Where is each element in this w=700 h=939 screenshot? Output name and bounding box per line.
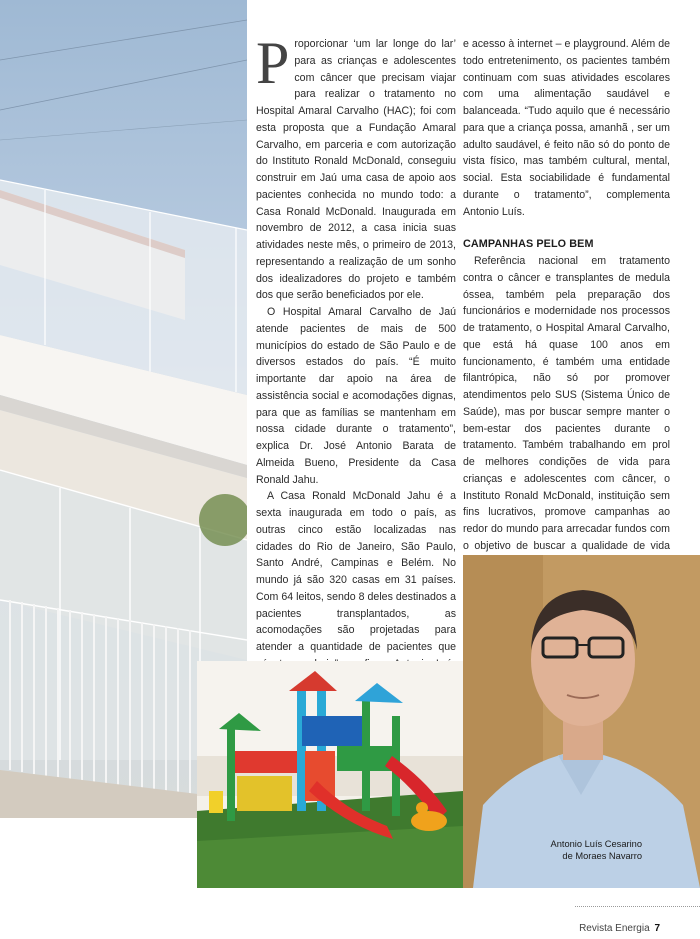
magazine-name: Revista Energia — [579, 923, 650, 934]
playground-photo — [197, 661, 463, 888]
photo-caption-line: Antonio Luís Cesarino — [550, 839, 642, 849]
footer-rule — [575, 906, 700, 908]
article-column-2 — [463, 36, 670, 622]
article-paragraph: e acesso à internet – e playground. Além de todo entretenimento, os pacientes também continuam com suas atividades escolares com uma alimentação saudável e balanceada. “Tudo aquilo que é necessário para que a criança possa, amanhã , ser um adulto saudável, é feito não só do ponto de vista físico, mas também cultural, mental, social. Esta sociabilidade é fundamental durante o tratamento”, complementa Antonio Luís. — [463, 38, 670, 218]
section-heading: CAMPANHAS PELO BEM — [463, 238, 594, 251]
photo-caption — [522, 838, 642, 862]
article-paragraph: O Hospital Amaral Carvalho de Jaú atende pacientes de mais de 500 municípios do estado de São Paulo e de diversos estados do país. “É muito importante dar apoio na área de assistência social e acomodações dignas, para que as famílias se mantenham em nossa cidade durante o tratamento”, explica Dr. José Antonio Barata de Almeida Bueno, Presidente da Casa Ronald Jahu. — [256, 306, 456, 486]
article-paragraph — [256, 30, 456, 304]
photo-caption-line: de Moraes Navarro — [562, 851, 642, 861]
drop-cap: P — [256, 30, 290, 96]
article-paragraph: A Casa Ronald McDonald Jahu é a sexta inaugurada em todo o país, as outras cinco estão localizadas nas cidades do Rio de Janeiro, São Paulo, Santo André, Campinas e Belém. No mundo já são 320 casas em 31 países. Com 64 leitos, sendo 8 deles destinados a pacientes transplantados, as acomodações são projetadas para atender a quantidade de pacientes que — [256, 490, 456, 653]
page-footer — [579, 923, 660, 934]
page-number: 7 — [654, 923, 660, 934]
article-paragraph-text: roporcionar ‘um lar longe do lar’ para as crianças e adolescentes com câncer que precisam viajar para realizar o tratamento no Hospital Amaral Carvalho (HAC); foi com esta proposta que a Fundação Amaral Carvalho, em parceria e com autorização do Instituto Ronald McDonald, conseguiu construir em Jaú uma casa de apoio aos pacientes conhecida no mundo todo: a Casa Ronald McDonald. Inaugurada em novembro de 2012, a casa inicia suas atividades neste mês, o primeiro de 2013, representando a realização de um sonho dos idealizadores do projeto e também dos que serão beneficiados por ele. — [256, 38, 456, 302]
portrait-photo — [463, 555, 700, 888]
article-paragraph: Referência nacional em tratamento contra o câncer e transplantes de medula óssea, também pela preparação dos funcionários e modernidade nos processos de tratamento, o Hospital Amaral Carvalho, que está há quase 100 anos em funcionamento, é também uma entidade filantrópica, não só por promover atendimentos pelo SUS (Sistema Único de Saúde), mas por buscar sempre manter o bem-estar dos pacientes durante o tratamento. Também trabalhando em prol de melhores condições de vida para crianças e adolescentes com câncer, o Instituto Ronald McDonald, instituição sem fins lucrativos, promove campanhas ao redor do mundo para arrecadar fundos com o objetivo de buscar a qualidade de vida — [463, 255, 670, 552]
